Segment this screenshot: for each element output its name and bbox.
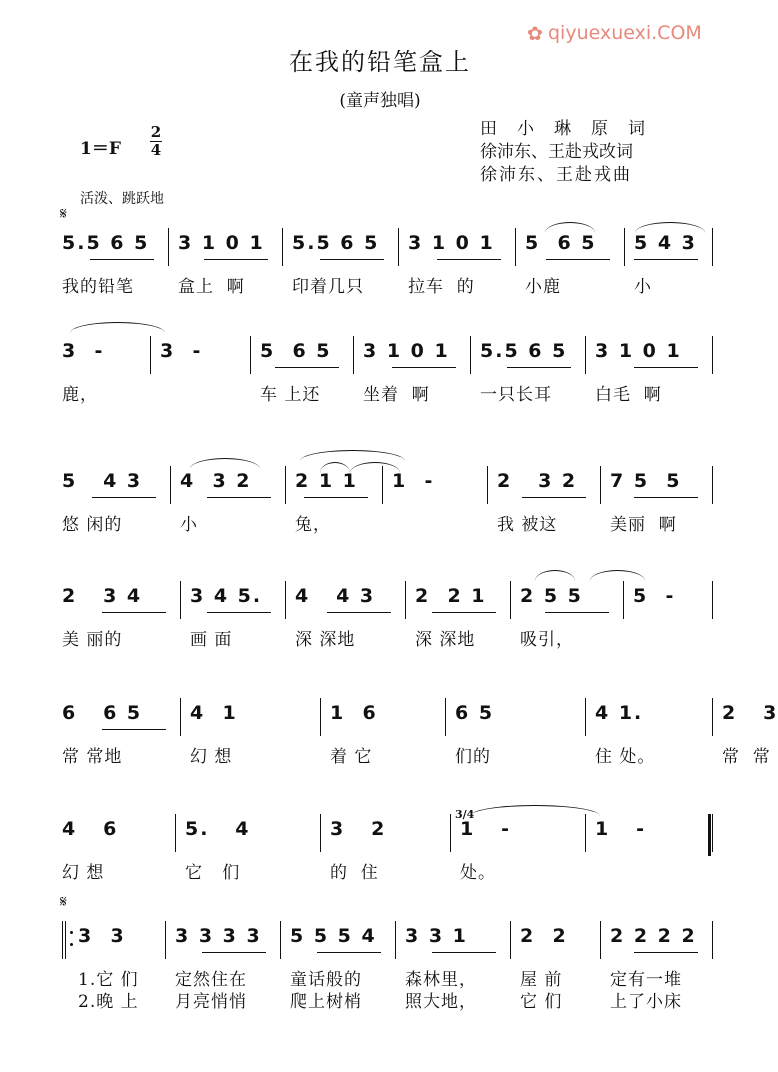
slur-arc xyxy=(320,462,350,473)
barline xyxy=(487,466,488,504)
lyric-text: 兔， xyxy=(295,515,331,535)
measure-notes: 2 2 1 xyxy=(415,585,487,607)
slur-arc xyxy=(70,322,165,333)
beam-underline xyxy=(634,259,698,260)
credit-revision: 徐沛东、王赴戎改词 xyxy=(480,142,633,162)
beam-underline xyxy=(207,612,271,613)
key-signature: 1＝F xyxy=(80,139,121,159)
beam-underline xyxy=(102,612,166,613)
measure-notes: 5 6 5 xyxy=(525,232,597,254)
time-signature-top: 2 xyxy=(150,123,162,141)
watermark: qiyuexuexi.COM xyxy=(548,22,702,44)
repeat-dot xyxy=(70,943,73,946)
lyric-text: 美丽 啊 xyxy=(610,515,677,535)
meter-change: 3/4 xyxy=(455,808,475,821)
barline xyxy=(623,581,624,619)
lyric-text: 坐着 啊 xyxy=(363,385,430,405)
beam-underline xyxy=(392,367,456,368)
measure-notes: 6 5 xyxy=(455,702,495,724)
lyric-text: 我的铅笔 xyxy=(62,277,134,297)
lyric-text: 印着几只 xyxy=(292,277,364,297)
beam-underline xyxy=(546,259,610,260)
lyric-text: 吸引， xyxy=(520,630,574,650)
measure-notes: 3 1 0 1 xyxy=(363,340,450,362)
beam-underline xyxy=(634,497,698,498)
measure-notes: 2 3 4 xyxy=(62,585,143,607)
barline xyxy=(712,336,713,374)
beam-underline xyxy=(437,259,501,260)
barline xyxy=(175,814,176,852)
barline xyxy=(624,228,625,266)
lyric-text: 拉车 的 xyxy=(408,277,475,297)
slur-arc xyxy=(190,458,260,469)
measure-notes: 5 - xyxy=(633,585,676,607)
measure-notes: 1 6 xyxy=(330,702,378,724)
beam-underline xyxy=(317,952,381,953)
barline xyxy=(600,921,601,959)
barline xyxy=(165,921,166,959)
beam-underline xyxy=(545,612,609,613)
beam-underline xyxy=(204,259,268,260)
beam-underline xyxy=(320,259,384,260)
barline xyxy=(445,698,446,736)
barline xyxy=(320,814,321,852)
beam-underline xyxy=(634,952,698,953)
lyric-text: 定然住在 xyxy=(175,970,247,990)
measure-notes: 3 1 0 1 xyxy=(408,232,495,254)
barline xyxy=(712,814,713,852)
lyric-text: 悠 闲的 xyxy=(62,515,123,535)
lyric-text: 盒上 啊 xyxy=(178,277,245,297)
barline xyxy=(285,466,286,504)
measure-notes: 3 3 xyxy=(78,925,126,947)
lyric-text: 车 上还 xyxy=(260,385,321,405)
lyric-text: 它 们 xyxy=(185,863,241,883)
barline xyxy=(585,814,586,852)
slur-arc xyxy=(535,570,575,581)
lyric-text: 我 被这 xyxy=(497,515,558,535)
lyric-text: 美 丽的 xyxy=(62,630,123,650)
beam-underline xyxy=(432,952,496,953)
lyric-text-verse2: 上了小床 xyxy=(610,992,682,1012)
barline xyxy=(712,228,713,266)
barline xyxy=(712,581,713,619)
beam-underline xyxy=(102,729,166,730)
lyric-text: 小 xyxy=(180,515,198,535)
beam-underline xyxy=(327,612,391,613)
lyric-text: 常 常地 xyxy=(62,747,123,767)
barline xyxy=(405,581,406,619)
measure-notes: 4 6 xyxy=(62,818,119,840)
lyric-text: 常 常 xyxy=(722,747,771,767)
barline xyxy=(282,228,283,266)
lyric-text-verse2: 它 们 xyxy=(520,992,563,1012)
lyric-text-verse2: 照大地， xyxy=(405,992,477,1012)
measure-notes: 3 4 5. xyxy=(190,585,263,607)
beam-underline xyxy=(202,952,266,953)
lyric-text: 画 面 xyxy=(190,630,233,650)
barline xyxy=(515,228,516,266)
beam-underline xyxy=(92,497,156,498)
beam-underline xyxy=(522,497,586,498)
lyric-text: 幻 想 xyxy=(190,747,233,767)
lyric-text: 深 深地 xyxy=(415,630,476,650)
lyric-text: 屋 前 xyxy=(520,970,563,990)
measure-notes: 3 1 0 1 xyxy=(595,340,682,362)
beam-underline xyxy=(207,497,271,498)
measure-notes: 2 3 xyxy=(722,702,778,724)
slur-arc xyxy=(590,570,645,581)
barline xyxy=(470,336,471,374)
measure-notes: 4 3 2 xyxy=(180,470,252,492)
barline xyxy=(353,336,354,374)
lyric-text: 们的 xyxy=(455,747,491,767)
lyric-text: 白毛 啊 xyxy=(595,385,662,405)
lyric-text: 小鹿 xyxy=(525,277,561,297)
repeat-dot xyxy=(70,931,73,934)
beam-underline xyxy=(634,367,698,368)
barline xyxy=(600,466,601,504)
measure-notes: 1 - xyxy=(595,818,646,840)
barline xyxy=(712,466,713,504)
beam-underline xyxy=(90,259,154,260)
barline xyxy=(585,336,586,374)
barline xyxy=(168,228,169,266)
measure-notes: 3 2 xyxy=(330,818,387,840)
measure-notes: 4 1 xyxy=(190,702,238,724)
measure-notes: 7 5 5 xyxy=(610,470,682,492)
lyric-text: 深 深地 xyxy=(295,630,356,650)
barline xyxy=(180,698,181,736)
lyric-text-verse2: 月亮悄悄 xyxy=(175,992,247,1012)
measure-notes: 5 4 3 xyxy=(634,232,697,254)
measure-notes: 5 5 5 4 xyxy=(290,925,377,947)
measure-notes: 2 2 xyxy=(520,925,568,947)
time-signature xyxy=(150,124,162,159)
barline xyxy=(398,228,399,266)
measure-notes: 3 3 3 3 xyxy=(175,925,262,947)
measure-notes: 2 1 1 xyxy=(295,470,358,492)
beam-underline xyxy=(275,367,339,368)
measure-notes: 5.5 6 5 xyxy=(292,232,380,254)
slur-arc xyxy=(350,462,400,473)
slur-arc xyxy=(470,805,600,816)
slur-arc xyxy=(635,222,705,233)
barline xyxy=(510,921,511,959)
final-barline xyxy=(708,814,711,856)
lyric-text: 处。 xyxy=(460,863,496,883)
lyric-text: 一只长耳 xyxy=(480,385,552,405)
measure-notes: 6 6 5 xyxy=(62,702,143,724)
measure-notes: 2 3 2 xyxy=(497,470,578,492)
credit-lyricist: 田小琳原词 xyxy=(480,119,665,139)
measure-notes: 2 2 2 2 xyxy=(610,925,697,947)
lyric-text: 幻 想 xyxy=(62,863,105,883)
measure-notes: 3 - xyxy=(62,340,105,362)
barline xyxy=(285,581,286,619)
song-subtitle: (童声独唱) xyxy=(339,91,421,111)
barline xyxy=(585,698,586,736)
barline xyxy=(450,814,451,852)
measure-notes: 4 4 3 xyxy=(295,585,376,607)
measure-notes: 5.5 6 5 xyxy=(480,340,568,362)
measure-notes: 1 - xyxy=(460,818,511,840)
slur-arc xyxy=(545,222,595,233)
measure-notes: 4 1. xyxy=(595,702,644,724)
segno-icon: 𝄋 xyxy=(60,892,67,911)
lyric-text: 1.它 们 xyxy=(78,970,139,990)
lyric-text: 住 处。 xyxy=(595,747,656,767)
barline xyxy=(395,921,396,959)
measure-notes: 5 6 5 xyxy=(260,340,332,362)
lyric-text: 着 它 xyxy=(330,747,373,767)
time-signature-bottom: 4 xyxy=(150,141,162,159)
barline xyxy=(250,336,251,374)
barline xyxy=(280,921,281,959)
measure-notes: 5. 4 xyxy=(185,818,251,840)
repeat-barline xyxy=(65,921,66,959)
measure-notes: 3 3 1 xyxy=(405,925,468,947)
barline xyxy=(712,698,713,736)
measure-notes: 5.5 6 5 xyxy=(62,232,150,254)
lyric-text: 小 xyxy=(634,277,652,297)
beam-underline xyxy=(507,367,571,368)
barline xyxy=(320,698,321,736)
barline xyxy=(62,921,63,959)
barline xyxy=(180,581,181,619)
segno-icon: 𝄋 xyxy=(60,204,67,223)
beam-underline xyxy=(304,497,368,498)
barline xyxy=(150,336,151,374)
lyric-text: 童话般的 xyxy=(290,970,362,990)
lyric-text-verse2: 2.晚 上 xyxy=(78,992,139,1012)
lyric-text: 鹿， xyxy=(62,385,98,405)
lyric-text-verse2: 爬上树梢 xyxy=(290,992,362,1012)
lyric-text: 森林里， xyxy=(405,970,477,990)
credits xyxy=(480,118,665,187)
measure-notes: 1 - xyxy=(392,470,435,492)
beam-underline xyxy=(432,612,496,613)
barline xyxy=(510,581,511,619)
barline xyxy=(170,466,171,504)
song-title: 在我的铅笔盒上 xyxy=(289,48,471,76)
measure-notes: 3 - xyxy=(160,340,203,362)
measure-notes: 3 1 0 1 xyxy=(178,232,265,254)
barline xyxy=(712,921,713,959)
watermark-flower-icon: ✿ xyxy=(527,23,543,45)
slur-arc xyxy=(300,450,405,461)
tempo-marking: 活泼、跳跃地 xyxy=(80,191,164,207)
credit-composer: 徐沛东、王赴戎曲 xyxy=(480,165,632,185)
lyric-text: 定有一堆 xyxy=(610,970,682,990)
measure-notes: 2 5 5 xyxy=(520,585,583,607)
measure-notes: 5 4 3 xyxy=(62,470,143,492)
lyric-text: 的 住 xyxy=(330,863,379,883)
